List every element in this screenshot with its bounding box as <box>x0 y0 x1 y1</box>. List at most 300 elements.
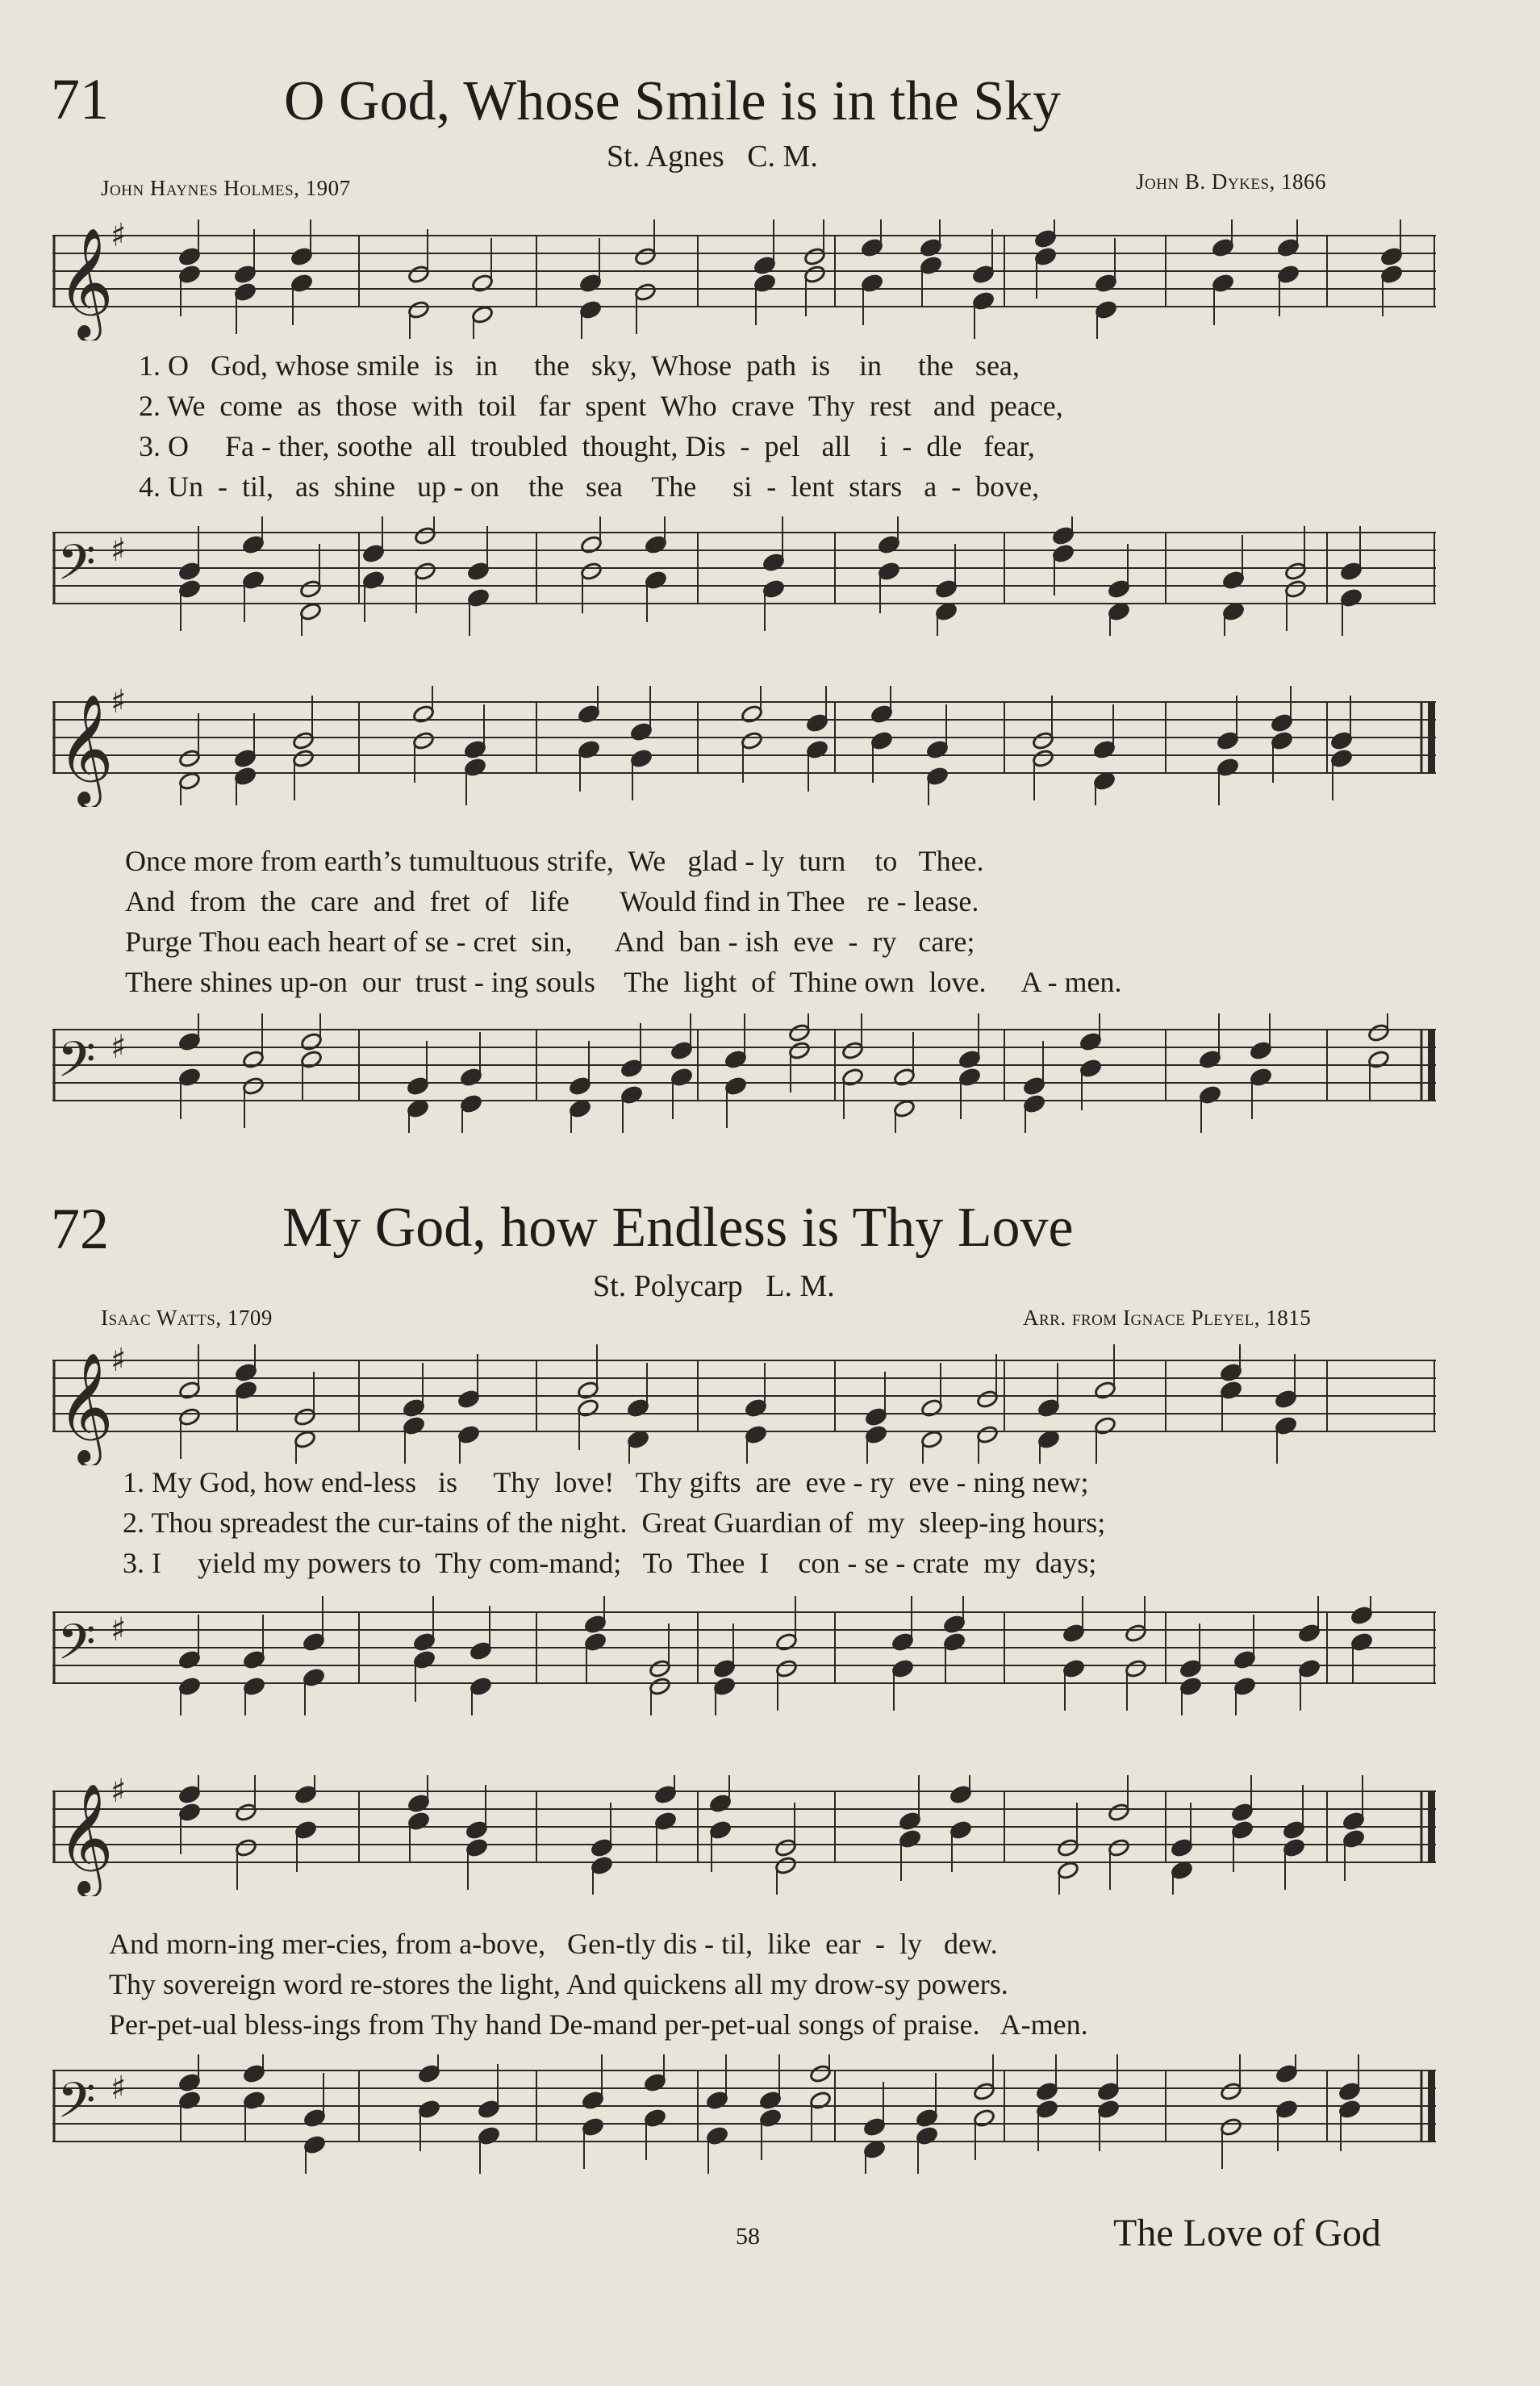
author-credit: Isaac Watts, 1709 <box>101 1306 273 1330</box>
note-head <box>1052 526 1075 546</box>
note-head <box>788 1023 812 1043</box>
note-head <box>457 1389 481 1410</box>
note-head <box>654 1811 678 1832</box>
note-head <box>1350 1606 1374 1626</box>
note-head <box>292 749 315 769</box>
note-head <box>958 1050 982 1070</box>
note-head <box>1275 2100 1299 2120</box>
note-head <box>1057 1838 1080 1858</box>
note-head <box>584 1632 607 1653</box>
note-head <box>803 265 827 285</box>
note-head <box>294 1820 318 1841</box>
note-head <box>1284 579 1308 600</box>
note-head <box>1220 2117 1243 2137</box>
note-head <box>724 1050 748 1070</box>
note-head <box>178 2073 202 2093</box>
note-head <box>290 274 314 294</box>
note-head <box>809 2064 833 2084</box>
note-head <box>178 2091 202 2111</box>
note-head <box>745 1398 768 1419</box>
note-head <box>943 1615 966 1635</box>
note-head <box>806 740 829 760</box>
note-head <box>303 1668 326 1688</box>
sharp-icon: ♯ <box>111 1611 127 1649</box>
note-head <box>759 2108 783 2129</box>
note-head <box>235 1381 258 1401</box>
note-head <box>403 1398 426 1419</box>
note-head <box>234 265 257 285</box>
note-head <box>920 256 943 276</box>
note-head <box>1250 1041 1273 1061</box>
note-head <box>413 1632 436 1653</box>
note-head <box>1275 1416 1298 1436</box>
note-head <box>891 1632 915 1653</box>
note-head <box>1093 771 1116 792</box>
note-head <box>1367 1050 1391 1070</box>
note-head <box>806 713 829 733</box>
note-head <box>242 535 265 555</box>
note-head <box>407 1076 430 1097</box>
note-head <box>1108 1838 1131 1858</box>
note-head <box>841 1068 865 1088</box>
note-head <box>943 1632 966 1653</box>
note-head <box>578 740 601 760</box>
note-head <box>620 1085 644 1105</box>
note-head <box>1212 238 1235 258</box>
note-head <box>1342 1811 1366 1832</box>
note-head <box>1283 1820 1306 1841</box>
note-head <box>1171 1861 1194 1881</box>
note-head <box>470 1641 493 1661</box>
note-head <box>243 2091 266 2111</box>
note-head <box>303 2108 327 2129</box>
note-head <box>1220 2082 1243 2102</box>
treble-staff <box>52 1775 1444 1896</box>
sharp-icon: ♯ <box>111 2070 127 2108</box>
note-head <box>916 2108 939 2129</box>
note-head <box>1097 2082 1121 2102</box>
note-head <box>1338 2082 1362 2102</box>
note-head <box>1093 740 1116 760</box>
note-head <box>471 305 495 325</box>
hymn-number: 71 <box>51 67 109 132</box>
note-head <box>178 1032 202 1052</box>
note-head <box>242 1050 265 1070</box>
sharp-icon: ♯ <box>111 1775 127 1811</box>
note-head <box>1340 588 1363 608</box>
lyric-line: And morn-ing mer-cies, from a-bove, Gen-tly dis - til, like ear - ly dew. <box>109 1928 998 1960</box>
note-head <box>178 1407 202 1427</box>
lyric-line: 1. O God, whose smile is in the sky, Whose path is in the sea, <box>139 349 1020 382</box>
note-head <box>178 1650 202 1670</box>
note-head <box>920 1398 944 1419</box>
note-head <box>762 579 786 600</box>
note-head <box>1108 602 1131 622</box>
note-head <box>1298 1623 1321 1644</box>
note-head <box>1271 731 1294 751</box>
note-head <box>972 291 995 311</box>
sharp-icon: ♯ <box>111 686 127 721</box>
note-head <box>1032 731 1055 751</box>
hymn-number: 72 <box>51 1197 109 1261</box>
author-credit: John Haynes Holmes, 1907 <box>101 176 351 200</box>
note-head <box>976 1425 1000 1445</box>
note-head <box>580 562 603 582</box>
composer-credit: John B. Dykes, 1866 <box>1136 169 1327 194</box>
note-head <box>1233 1677 1257 1697</box>
note-head <box>863 2140 887 2160</box>
note-head <box>976 1389 1000 1410</box>
note-head <box>1220 1381 1243 1401</box>
note-head <box>1037 1398 1061 1419</box>
bass-clef-icon: 𝄢 <box>57 1031 96 1101</box>
bass-clef-icon: 𝄢 <box>57 2072 96 2142</box>
note-head <box>775 1632 799 1653</box>
note-head <box>935 602 958 622</box>
note-head <box>745 1425 768 1445</box>
note-head <box>1125 1659 1148 1679</box>
note-head <box>1037 1430 1061 1450</box>
note-head <box>294 1407 317 1427</box>
note-head <box>178 1785 202 1805</box>
note-head <box>464 740 487 760</box>
note-head <box>460 1068 483 1088</box>
note-head <box>407 1099 430 1119</box>
note-head <box>1095 300 1118 320</box>
treble-staff <box>52 1344 1444 1465</box>
note-head <box>584 1615 607 1635</box>
note-head <box>178 562 202 582</box>
note-head <box>644 2073 667 2093</box>
note-head <box>460 1094 483 1114</box>
note-head <box>759 2091 783 2111</box>
note-head <box>893 1068 916 1088</box>
note-head <box>178 771 202 792</box>
note-head <box>1298 1659 1321 1679</box>
note-head <box>478 2100 501 2120</box>
note-head <box>753 256 777 276</box>
treble-staff <box>52 686 1444 807</box>
lyric-line: 3. O Fa - ther, soothe all troubled thought, Dis - pel all i - dle fear, <box>139 430 1035 462</box>
note-head <box>634 247 657 267</box>
note-head <box>467 588 490 608</box>
note-head <box>418 2064 441 2084</box>
note-head <box>1338 2100 1362 2120</box>
note-head <box>870 731 894 751</box>
bass-clef-icon: 𝄢 <box>57 1614 96 1683</box>
note-head <box>920 238 943 258</box>
treble-clef-icon: 𝄞 <box>57 1351 114 1462</box>
note-head <box>1222 570 1246 591</box>
note-head <box>467 562 490 582</box>
lyric-line: 1. My God, how end-less is Thy love! Thy gifts are eve - ry eve - ning new; <box>123 1466 1089 1498</box>
note-head <box>294 1785 318 1805</box>
note-head <box>1380 247 1404 267</box>
note-head <box>1062 1659 1086 1679</box>
note-head <box>1330 749 1354 769</box>
note-head <box>578 704 601 725</box>
note-head <box>1125 1623 1148 1644</box>
note-head <box>741 704 764 725</box>
sharp-icon: ♯ <box>111 219 127 255</box>
note-head <box>178 579 202 600</box>
note-head <box>580 535 603 555</box>
note-head <box>178 265 202 285</box>
note-head <box>753 274 777 294</box>
lyric-line: Thy sovereign word re-stores the light, And quickens all my drow-sy powers. <box>109 1968 1008 2000</box>
note-head <box>709 1794 732 1814</box>
note-head <box>634 282 657 303</box>
note-head <box>412 704 436 725</box>
note-head <box>1283 1838 1306 1858</box>
note-head <box>414 562 437 582</box>
note-head <box>243 1650 266 1670</box>
bass-staff <box>52 1013 1444 1134</box>
note-head <box>654 1785 678 1805</box>
note-head <box>1057 1861 1080 1881</box>
note-head <box>569 1076 592 1097</box>
note-head <box>649 1677 672 1697</box>
note-head <box>243 1677 266 1697</box>
note-head <box>362 570 386 591</box>
note-head <box>235 1838 258 1858</box>
note-head <box>569 1099 592 1119</box>
note-head <box>891 1659 915 1679</box>
note-head <box>413 1650 436 1670</box>
note-head <box>644 2108 667 2129</box>
note-head <box>774 1838 798 1858</box>
note-head <box>926 767 949 787</box>
note-head <box>178 1677 202 1697</box>
note-head <box>1250 1068 1273 1088</box>
note-head <box>591 1856 614 1876</box>
note-head <box>1079 1059 1103 1079</box>
note-head <box>645 570 668 591</box>
final-bar <box>1428 1030 1435 1101</box>
note-head <box>841 1041 865 1061</box>
note-head <box>407 1811 431 1832</box>
note-head <box>1275 2064 1299 2084</box>
note-head <box>709 1820 732 1841</box>
note-head <box>1036 2082 1059 2102</box>
note-head <box>414 526 437 546</box>
note-head <box>920 1430 944 1450</box>
note-head <box>303 1632 326 1653</box>
note-head <box>1350 1632 1374 1653</box>
note-head <box>973 2082 996 2102</box>
hymn-title: O God, Whose Smile is in the Sky <box>284 70 1062 132</box>
note-head <box>300 1050 323 1070</box>
note-head <box>865 1425 888 1445</box>
note-head <box>362 544 386 564</box>
note-head <box>972 265 995 285</box>
note-head <box>713 1659 737 1679</box>
note-head <box>958 1068 982 1088</box>
note-head <box>178 1068 202 1088</box>
bass-staff <box>52 1596 1444 1717</box>
note-head <box>1032 749 1055 769</box>
note-head <box>788 1041 812 1061</box>
note-head <box>870 704 894 725</box>
note-head <box>418 2100 441 2120</box>
note-head <box>178 1381 202 1401</box>
note-head <box>916 2126 939 2146</box>
note-head <box>1179 1659 1203 1679</box>
note-head <box>470 1677 493 1697</box>
note-head <box>670 1041 694 1061</box>
note-head <box>292 731 315 751</box>
note-head <box>1277 265 1300 285</box>
note-head <box>407 265 431 285</box>
note-head <box>1220 1363 1243 1383</box>
note-head <box>407 300 431 320</box>
note-head <box>1023 1094 1046 1114</box>
note-head <box>471 274 495 294</box>
note-head <box>234 282 257 303</box>
bass-clef-icon: 𝄢 <box>57 534 96 604</box>
note-head <box>706 2091 729 2111</box>
note-head <box>290 247 314 267</box>
note-head <box>1097 2100 1121 2120</box>
note-head <box>1231 1803 1254 1823</box>
note-head <box>741 731 764 751</box>
tune-name: St. Agnes C. M. <box>607 140 818 173</box>
note-head <box>1036 2100 1059 2120</box>
note-head <box>299 602 323 622</box>
note-head <box>899 1811 922 1832</box>
note-head <box>809 2091 833 2111</box>
note-head <box>762 553 786 573</box>
note-head <box>178 247 202 267</box>
note-head <box>1330 731 1354 751</box>
note-head <box>234 767 257 787</box>
note-head <box>706 2126 729 2146</box>
note-head <box>1222 602 1246 622</box>
note-head <box>1217 758 1240 778</box>
note-head <box>926 740 949 760</box>
note-head <box>242 570 265 591</box>
lyric-line: 2. Thou spreadest the cur-tains of the night. Great Guardian of my sleep-ing hours; <box>123 1506 1106 1539</box>
note-head <box>949 1820 973 1841</box>
note-head <box>407 1794 431 1814</box>
lyric-line: Once more from earth’s tumultuous strife, We glad - ly turn to Thee. <box>125 845 984 877</box>
note-head <box>1023 1076 1046 1097</box>
note-head <box>478 2126 501 2146</box>
note-head <box>303 2135 327 2155</box>
note-head <box>863 2117 887 2137</box>
note-head <box>1179 1677 1203 1697</box>
note-head <box>1108 1803 1131 1823</box>
note-head <box>235 1803 258 1823</box>
note-head <box>300 1032 323 1052</box>
note-head <box>1199 1085 1222 1105</box>
note-head <box>630 722 653 742</box>
note-head <box>457 1425 481 1445</box>
note-head <box>235 1363 258 1383</box>
final-bar <box>1428 1791 1435 1862</box>
note-head <box>1171 1838 1194 1858</box>
note-head <box>1217 731 1240 751</box>
note-head <box>294 1430 317 1450</box>
note-head <box>178 749 202 769</box>
note-head <box>1367 1023 1391 1043</box>
bass-staff <box>52 2054 1444 2175</box>
composer-credit: Arr. from Ignace Pleyel, 1815 <box>1023 1306 1312 1330</box>
note-head <box>582 2117 605 2137</box>
treble-staff <box>52 219 1444 341</box>
page-number: 58 <box>736 2223 760 2250</box>
lyric-line: 2. We come as those with toil far spent Who crave Thy rest and peace, <box>139 390 1063 422</box>
note-head <box>577 1381 600 1401</box>
note-head <box>465 1820 489 1841</box>
lyric-line: And from the care and fret of life Would find in Thee re - lease. <box>125 885 979 917</box>
note-head <box>1275 1389 1298 1410</box>
note-head <box>1095 274 1118 294</box>
treble-clef-icon: 𝄞 <box>57 1782 114 1893</box>
note-head <box>1380 265 1404 285</box>
note-head <box>1233 1650 1257 1670</box>
note-head <box>464 758 487 778</box>
final-bar <box>1428 2071 1435 2142</box>
note-head <box>242 1076 265 1097</box>
note-head <box>1212 274 1235 294</box>
note-head <box>645 535 668 555</box>
sharp-icon: ♯ <box>111 1029 127 1067</box>
bass-staff <box>52 516 1444 637</box>
note-head <box>412 731 436 751</box>
note-head <box>1271 713 1294 733</box>
note-head <box>1062 1623 1086 1644</box>
note-head <box>1034 229 1058 249</box>
note-head <box>234 749 257 769</box>
note-head <box>178 1803 202 1823</box>
lyric-line: There shines up-on our trust - ing souls The light of Thine own love. A - men. <box>125 966 1122 998</box>
hymn-title: My God, how Endless is Thy Love <box>282 1197 1074 1259</box>
note-head <box>403 1416 426 1436</box>
note-head <box>579 274 603 294</box>
note-head <box>935 579 958 600</box>
note-head <box>579 300 603 320</box>
note-head <box>649 1659 672 1679</box>
treble-clef-icon: 𝄞 <box>57 692 114 804</box>
note-head <box>865 1407 888 1427</box>
note-head <box>803 247 827 267</box>
note-head <box>620 1059 644 1079</box>
note-head <box>1277 238 1300 258</box>
note-head <box>893 1099 916 1119</box>
note-head <box>582 2091 605 2111</box>
section-title: The Love of God <box>1113 2212 1381 2254</box>
note-head <box>713 1677 737 1697</box>
note-head <box>878 562 901 582</box>
note-head <box>878 535 901 555</box>
note-head <box>973 2108 996 2129</box>
note-head <box>630 749 653 769</box>
tune-name: St. Polycarp L. M. <box>593 1269 835 1303</box>
note-head <box>899 1829 922 1849</box>
note-head <box>1052 544 1075 564</box>
lyric-line: 3. I yield my powers to Thy com-mand; To Thee I con - se - crate my days; <box>123 1547 1097 1579</box>
note-head <box>1079 1032 1103 1052</box>
treble-clef-icon: 𝄞 <box>57 226 114 337</box>
lyric-line: 4. Un - til, as shine up - on the sea The si - lent stars a - bove, <box>139 470 1040 503</box>
note-head <box>627 1398 650 1419</box>
note-head <box>577 1398 600 1419</box>
note-head <box>243 2064 266 2084</box>
sharp-icon: ♯ <box>111 1344 127 1380</box>
note-head <box>775 1659 799 1679</box>
note-head <box>861 238 884 258</box>
